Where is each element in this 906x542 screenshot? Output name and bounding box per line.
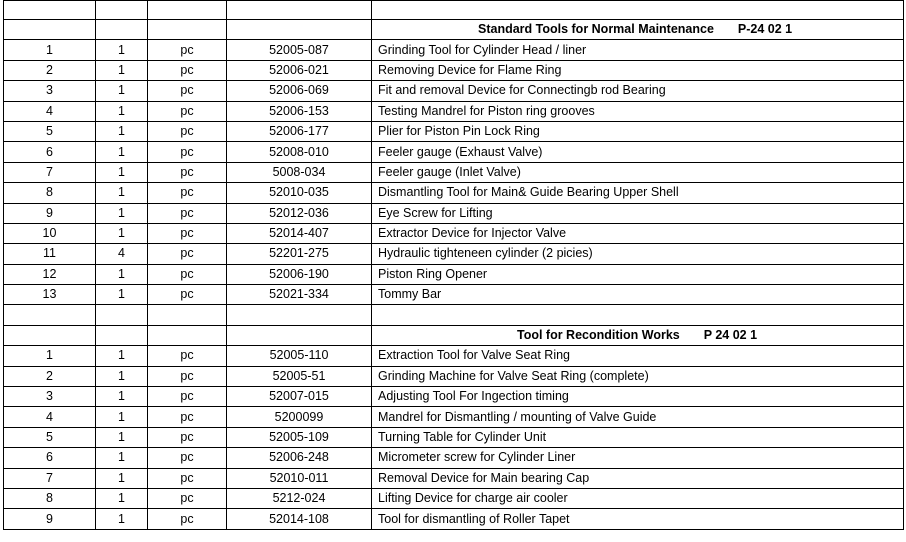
- description-cell: Turning Table for Cylinder Unit: [372, 427, 904, 447]
- section-header-row: [4, 20, 904, 40]
- unit-cell: pc: [148, 488, 227, 508]
- part-number-cell: 5212-024: [227, 488, 372, 508]
- table-row: [4, 427, 904, 447]
- empty-cell: [372, 305, 904, 325]
- unit-cell: pc: [148, 366, 227, 386]
- item-number-cell: 7: [4, 468, 96, 488]
- table-row: [4, 162, 904, 182]
- empty-cell: [4, 1, 96, 20]
- empty-cell: [4, 305, 96, 325]
- part-number-cell: 52014-108: [227, 509, 372, 529]
- table-row: [4, 285, 904, 305]
- part-number-cell: 52005-51: [227, 366, 372, 386]
- item-number-cell: 4: [4, 407, 96, 427]
- item-number-cell: 5: [4, 121, 96, 141]
- part-number-cell: 52014-407: [227, 223, 372, 243]
- description-cell: Grinding Machine for Valve Seat Ring (complete): [372, 366, 904, 386]
- table-row: [4, 244, 904, 264]
- item-number-cell: 8: [4, 183, 96, 203]
- empty-cell: [227, 1, 372, 20]
- table-row: [4, 264, 904, 284]
- separator-empty-row: [4, 305, 904, 325]
- part-number-cell: 52007-015: [227, 387, 372, 407]
- section-ref: P 24 02 1: [703, 328, 758, 343]
- quantity-cell: 1: [96, 81, 148, 101]
- quantity-cell: 1: [96, 264, 148, 284]
- description-cell: Testing Mandrel for Piston ring grooves: [372, 101, 904, 121]
- item-number-cell: 9: [4, 203, 96, 223]
- table-row: [4, 81, 904, 101]
- item-number-cell: 3: [4, 81, 96, 101]
- part-number-cell: 52012-036: [227, 203, 372, 223]
- empty-cell: [4, 325, 96, 345]
- item-number-cell: 2: [4, 60, 96, 80]
- empty-cell: [96, 305, 148, 325]
- description-cell: Feeler gauge (Exhaust Valve): [372, 142, 904, 162]
- part-number-cell: 5200099: [227, 407, 372, 427]
- part-number-cell: 52005-087: [227, 40, 372, 60]
- unit-cell: pc: [148, 142, 227, 162]
- item-number-cell: 5: [4, 427, 96, 447]
- item-number-cell: 2: [4, 366, 96, 386]
- top-empty-row: [4, 1, 904, 20]
- unit-cell: pc: [148, 264, 227, 284]
- unit-cell: pc: [148, 448, 227, 468]
- table-row: [4, 101, 904, 121]
- empty-cell: [96, 20, 148, 40]
- section-header-cell: [372, 325, 904, 345]
- section-header-row: [4, 325, 904, 345]
- unit-cell: pc: [148, 81, 227, 101]
- quantity-cell: 1: [96, 468, 148, 488]
- unit-cell: pc: [148, 203, 227, 223]
- part-number-cell: 52021-334: [227, 285, 372, 305]
- description-cell: Plier for Piston Pin Lock Ring: [372, 121, 904, 141]
- quantity-cell: 1: [96, 387, 148, 407]
- part-number-cell: 52006-177: [227, 121, 372, 141]
- table-row: [4, 121, 904, 141]
- unit-cell: pc: [148, 101, 227, 121]
- part-number-cell: 52010-035: [227, 183, 372, 203]
- description-cell: Eye Screw for Lifting: [372, 203, 904, 223]
- unit-cell: pc: [148, 346, 227, 366]
- quantity-cell: 1: [96, 162, 148, 182]
- empty-cell: [148, 305, 227, 325]
- table-row: [4, 203, 904, 223]
- unit-cell: pc: [148, 162, 227, 182]
- part-number-cell: 52005-110: [227, 346, 372, 366]
- description-cell: Dismantling Tool for Main& Guide Bearing Upper Shell: [372, 183, 904, 203]
- description-cell: Removing Device for Flame Ring: [372, 60, 904, 80]
- description-cell: Extractor Device for Injector Valve: [372, 223, 904, 243]
- description-cell: Fit and removal Device for Connectingb rod Bearing: [372, 81, 904, 101]
- table-row: [4, 488, 904, 508]
- empty-cell: [227, 305, 372, 325]
- description-cell: Lifting Device for charge air cooler: [372, 488, 904, 508]
- description-cell: Micrometer screw for Cylinder Liner: [372, 448, 904, 468]
- unit-cell: pc: [148, 285, 227, 305]
- quantity-cell: 1: [96, 427, 148, 447]
- table-row: [4, 366, 904, 386]
- item-number-cell: 1: [4, 40, 96, 60]
- empty-cell: [227, 325, 372, 345]
- table-row: [4, 60, 904, 80]
- quantity-cell: 1: [96, 285, 148, 305]
- description-cell: Grinding Tool for Cylinder Head / liner: [372, 40, 904, 60]
- item-number-cell: 4: [4, 101, 96, 121]
- item-number-cell: 10: [4, 223, 96, 243]
- description-cell: Adjusting Tool For Ingection timing: [372, 387, 904, 407]
- table-row: [4, 183, 904, 203]
- item-number-cell: 11: [4, 244, 96, 264]
- part-number-cell: 52006-153: [227, 101, 372, 121]
- table-row: [4, 142, 904, 162]
- quantity-cell: 1: [96, 101, 148, 121]
- part-number-cell: 52005-109: [227, 427, 372, 447]
- part-number-cell: 52006-069: [227, 81, 372, 101]
- quantity-cell: 1: [96, 40, 148, 60]
- table-row: [4, 407, 904, 427]
- quantity-cell: 1: [96, 509, 148, 529]
- empty-cell: [4, 20, 96, 40]
- item-number-cell: 9: [4, 509, 96, 529]
- quantity-cell: 1: [96, 488, 148, 508]
- quantity-cell: 1: [96, 448, 148, 468]
- empty-cell: [148, 1, 227, 20]
- quantity-cell: 1: [96, 121, 148, 141]
- unit-cell: pc: [148, 60, 227, 80]
- description-cell: Removal Device for Main bearing Cap: [372, 468, 904, 488]
- section-ref: P-24 02 1: [737, 22, 793, 37]
- description-cell: Tommy Bar: [372, 285, 904, 305]
- item-number-cell: 8: [4, 488, 96, 508]
- quantity-cell: 1: [96, 346, 148, 366]
- unit-cell: pc: [148, 468, 227, 488]
- part-number-cell: 52201-275: [227, 244, 372, 264]
- table-row: [4, 448, 904, 468]
- quantity-cell: 1: [96, 407, 148, 427]
- empty-cell: [148, 20, 227, 40]
- description-cell: Mandrel for Dismantling / mounting of Valve Guide: [372, 407, 904, 427]
- quantity-cell: 1: [96, 142, 148, 162]
- description-cell: Feeler gauge (Inlet Valve): [372, 162, 904, 182]
- table-row: [4, 468, 904, 488]
- part-number-cell: 5008-034: [227, 162, 372, 182]
- unit-cell: pc: [148, 183, 227, 203]
- description-cell: Tool for dismantling of Roller Tapet: [372, 509, 904, 529]
- quantity-cell: 1: [96, 223, 148, 243]
- empty-cell: [148, 325, 227, 345]
- description-cell: Hydraulic tighteneen cylinder (2 picies): [372, 244, 904, 264]
- quantity-cell: 4: [96, 244, 148, 264]
- section-header-cell: [372, 20, 904, 40]
- table-row: [4, 387, 904, 407]
- part-number-cell: 52006-190: [227, 264, 372, 284]
- quantity-cell: 1: [96, 203, 148, 223]
- tools-table: [3, 0, 904, 530]
- unit-cell: pc: [148, 509, 227, 529]
- item-number-cell: 7: [4, 162, 96, 182]
- unit-cell: pc: [148, 244, 227, 264]
- table-row: [4, 509, 904, 529]
- description-cell: Extraction Tool for Valve Seat Ring: [372, 346, 904, 366]
- unit-cell: pc: [148, 121, 227, 141]
- quantity-cell: 1: [96, 60, 148, 80]
- item-number-cell: 13: [4, 285, 96, 305]
- empty-cell: [227, 20, 372, 40]
- item-number-cell: 1: [4, 346, 96, 366]
- part-number-cell: 52008-010: [227, 142, 372, 162]
- unit-cell: pc: [148, 40, 227, 60]
- item-number-cell: 6: [4, 448, 96, 468]
- unit-cell: pc: [148, 407, 227, 427]
- table-row: [4, 40, 904, 60]
- item-number-cell: 12: [4, 264, 96, 284]
- description-cell: Piston Ring Opener: [372, 264, 904, 284]
- item-number-cell: 3: [4, 387, 96, 407]
- quantity-cell: 1: [96, 366, 148, 386]
- part-number-cell: 52006-248: [227, 448, 372, 468]
- item-number-cell: 6: [4, 142, 96, 162]
- unit-cell: pc: [148, 223, 227, 243]
- unit-cell: pc: [148, 427, 227, 447]
- empty-cell: [96, 325, 148, 345]
- part-number-cell: 52010-011: [227, 468, 372, 488]
- empty-cell: [372, 1, 904, 20]
- part-number-cell: 52006-021: [227, 60, 372, 80]
- empty-cell: [96, 1, 148, 20]
- unit-cell: pc: [148, 387, 227, 407]
- quantity-cell: 1: [96, 183, 148, 203]
- section-title: Tool for Recondition Works: [517, 328, 680, 343]
- table-row: [4, 346, 904, 366]
- table-row: [4, 223, 904, 243]
- section-title: Standard Tools for Normal Maintenance: [478, 22, 714, 37]
